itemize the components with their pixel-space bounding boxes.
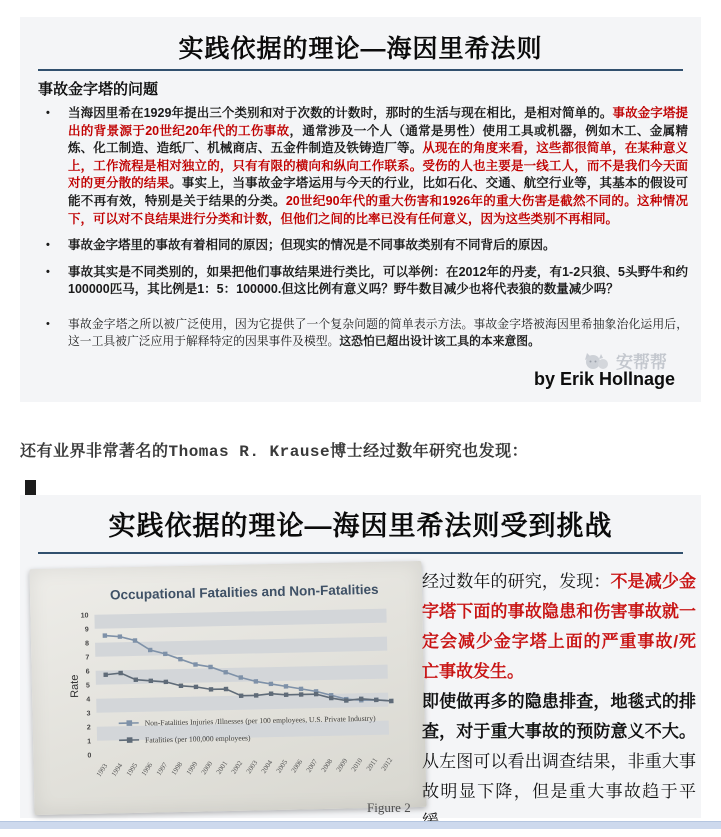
- svg-text:Occupational Fatalities and No: Occupational Fatalities and Non-Fatalities: [110, 582, 379, 603]
- bullet-marker: •: [46, 316, 50, 333]
- bullet-2-text: 事故金字塔里的事故有着相同的原因；但现实的情况是不同事故类别有不同背后的原因。: [68, 238, 556, 252]
- bullet-item-3: [36, 264, 688, 299]
- svg-text:1999: 1999: [185, 760, 200, 776]
- svg-text:2004: 2004: [260, 758, 275, 774]
- svg-text:Rate: Rate: [69, 674, 81, 697]
- svg-text:2006: 2006: [290, 758, 305, 774]
- bullet-item-2: [36, 237, 688, 255]
- svg-text:10: 10: [81, 612, 89, 619]
- author-byline: by Erik Hollnage: [534, 369, 675, 390]
- svg-text:6: 6: [86, 668, 90, 675]
- svg-text:2011: 2011: [365, 756, 380, 772]
- anbangbang-logo-icon: [582, 351, 612, 371]
- bullet-3-text: 事故其实是不同类别的，如果把他们事故结果进行类比，可以举例：在2012年的丹麦，有1-2只狼、5头野牛和约100000匹马，其比例是1：5：100000.但这比例有意义吗？野牛数目减少也将代表狼的数量减少吗？: [68, 265, 688, 297]
- watermark-text: 安帮帮: [616, 348, 667, 373]
- svg-text:1993: 1993: [95, 762, 110, 778]
- slide-heinrich-challenged: [20, 495, 701, 818]
- bottom-divider-bar: [0, 821, 721, 829]
- svg-text:7: 7: [85, 654, 89, 661]
- svg-text:2009: 2009: [335, 757, 350, 773]
- bullet-1-text: 当海因里希在1929年提出三个类别和对于次数的计数时，那时的生活与现在相比，是相对简单的。事故金字塔提出的背景源于20世纪20年代的工伤事故，通常涉及一个人（通常是男性）使用工具或机器，例如木工、金属精炼、化工制造、造纸厂、机械商店、五金件制造及铁铸造厂等。从现在的角度来看，这些都很简单，在某种意义上，工作流程是相对独立的，只有有限的横向和纵向工作联系。受伤的人也主要是一线工人，而不是我们今天面对的更分散的结果。事实上，当事故金字塔运用与今天的行业，比如石化、交通、航空行业等，其基本的假设可能不再有效，特别是关于结果的分类。20世纪90年代的重大伤害和1926年的重大伤害是截然不同的。这种情况下，可以对不良结果进行分类和计数，但他们之间的比率已没有任何意义，因为这些类别不再相同。: [68, 106, 688, 226]
- slide2-paragraph-2: 即使做再多的隐患排查，地毯式的排查，对于重大事故的预防意义不大。从左图可以看出调查结果，非重大事故明显下降，但是重大事故趋于平: [422, 687, 696, 837]
- chart-photo: [29, 561, 426, 815]
- svg-text:8: 8: [85, 640, 89, 647]
- svg-text:1998: 1998: [170, 760, 185, 776]
- slide2-title: 实践依据的理论—海因里希法则受到挑战: [20, 495, 701, 543]
- svg-text:2012: 2012: [380, 756, 395, 772]
- bullet-marker: •: [46, 105, 50, 123]
- interlude-paragraph: 还有业界非常著名的Thomas R. Krause博士经过数年研究也发现：: [20, 438, 700, 461]
- fatalities-line-chart: [29, 561, 426, 815]
- bullet-item-4: [36, 316, 688, 350]
- svg-text:1996: 1996: [140, 761, 155, 777]
- svg-text:4: 4: [86, 696, 90, 703]
- bullet-item-1: [36, 105, 688, 228]
- svg-text:2008: 2008: [320, 757, 335, 773]
- svg-text:2000: 2000: [200, 760, 215, 776]
- svg-text:2002: 2002: [230, 759, 245, 775]
- svg-text:Fatalities (per 100,000 employ: Fatalities (per 100,000 employees): [145, 733, 251, 744]
- svg-text:3: 3: [87, 710, 91, 717]
- bullet-4-text: 事故金字塔之所以被广泛使用，因为它提供了一个复杂问题的简单表示方法。事故金字塔被海因里希抽象治化运用后，这一工具被广泛应用于解释特定的因果事件及模型。这恐怕已超出设计该工具的本来意图。: [68, 317, 688, 348]
- bullet-list: [36, 105, 688, 359]
- svg-text:1994: 1994: [110, 761, 125, 777]
- svg-text:2010: 2010: [350, 756, 365, 772]
- slide1-title: 实践依据的理论—海因里希法则: [20, 17, 701, 65]
- slide1-subtitle: 事故金字塔的问题: [38, 78, 158, 99]
- svg-text:5: 5: [86, 682, 90, 689]
- svg-text:2005: 2005: [275, 758, 290, 774]
- slide2-paragraph-1: 经过数年的研究，发现：不是减少金字塔下面的事故隐患和伤害事故就一定会减少金字塔上面的严重事故/死亡事故发生。: [422, 567, 696, 687]
- svg-text:2003: 2003: [245, 759, 260, 775]
- title-divider-line: [38, 552, 683, 554]
- bullet-marker: •: [46, 237, 50, 255]
- title-divider-line: [38, 69, 683, 71]
- svg-text:1995: 1995: [125, 761, 140, 777]
- figure-caption: Figure 2: [367, 800, 411, 816]
- svg-text:9: 9: [85, 626, 89, 633]
- svg-text:2001: 2001: [215, 759, 230, 775]
- slide-heinrich-law: [20, 17, 701, 402]
- svg-text:1: 1: [87, 738, 91, 745]
- slide2-body-text: [422, 567, 696, 837]
- svg-text:2007: 2007: [305, 757, 320, 773]
- svg-text:2: 2: [87, 724, 91, 731]
- svg-text:1997: 1997: [155, 761, 170, 777]
- svg-text:Non-Fatalities Injuries /Illne: Non-Fatalities Injuries /Illnesses (per 100 employees, U.S. Private Industry): [145, 714, 377, 728]
- svg-text:0: 0: [87, 752, 91, 759]
- bullet-marker: •: [46, 264, 50, 282]
